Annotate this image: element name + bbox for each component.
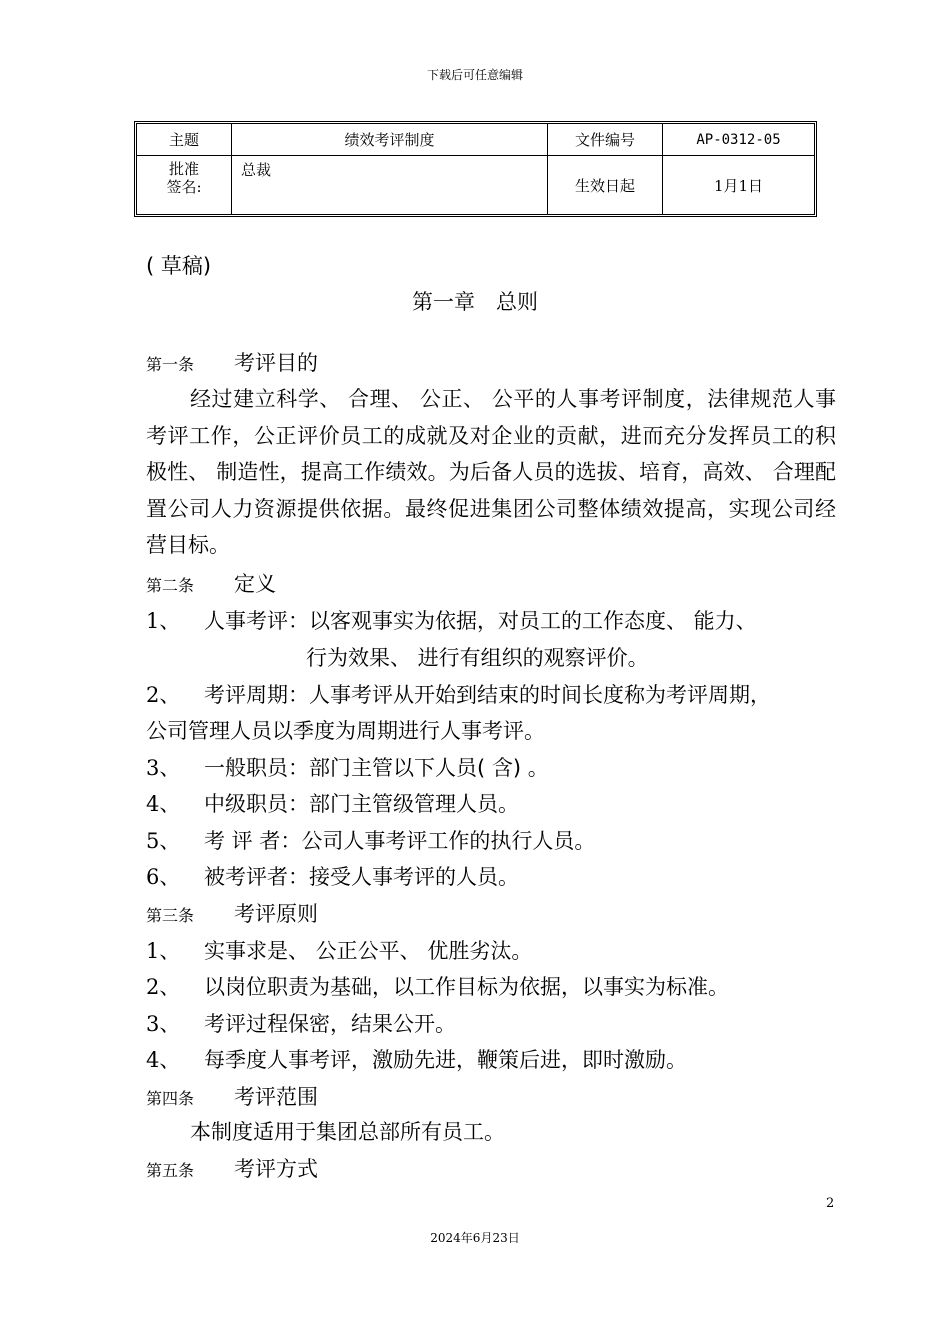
principle-item [146, 971, 729, 1001]
item-number: 2、 [146, 683, 181, 707]
definition-continuation: 公司管理人员以季度为周期进行人事考评。 [146, 719, 545, 743]
principle-item [146, 1008, 456, 1038]
doc-no-value: AP-0312-05 [696, 131, 781, 148]
item-text: 实事求是、 公正公平、 优胜劣汰。 [204, 939, 533, 963]
definition-item [146, 825, 595, 855]
article-number: 第四条 [146, 1089, 195, 1108]
approve-label-line2: 签名: [166, 178, 202, 196]
subject-value: 绩效考评制度 [344, 131, 435, 149]
definition-item [146, 788, 519, 818]
principle-item [146, 935, 532, 965]
page-number: 2 [826, 1196, 835, 1211]
effective-label: 生效日起 [574, 176, 635, 195]
article-number: 第三条 [146, 906, 195, 925]
article-title: 考评范围 [234, 1085, 318, 1109]
definition-item [146, 861, 519, 891]
definition-item [146, 605, 757, 635]
item-text: 考 评 者：公司人事考评工作的执行人员。 [204, 829, 596, 853]
article-heading [146, 568, 276, 598]
item-number: 1、 [146, 939, 181, 963]
article-title: 考评目的 [234, 351, 318, 375]
approve-value: 总裁 [241, 160, 272, 179]
doc-no-label: 文件编号 [574, 131, 635, 149]
article-number: 第五条 [146, 1161, 195, 1180]
document-info-table [134, 121, 817, 217]
article-title: 考评原则 [234, 902, 318, 926]
chapter-title: 第一章 总则 [412, 290, 538, 314]
item-number: 1、 [146, 609, 181, 633]
scope-paragraph: 本制度适用于集团总部所有员工。 [190, 1120, 505, 1144]
item-text: 考评周期：人事考评从开始到结束的时间长度称为考评周期， [204, 683, 771, 707]
item-text: 一般职员：部门主管以下人员( 含) 。 [204, 756, 549, 780]
definition-continuation: 行为效果、 进行有组织的观察评价。 [306, 646, 649, 670]
item-number: 3、 [146, 756, 181, 780]
item-number: 3、 [146, 1012, 181, 1036]
item-number: 5、 [146, 829, 181, 853]
item-text: 以岗位职责为基础，以工作目标为依据，以事实为标准。 [204, 975, 729, 999]
article-heading [146, 1153, 318, 1183]
article-title: 考评方式 [234, 1157, 318, 1181]
item-number: 2、 [146, 975, 181, 999]
definition-item [146, 752, 549, 782]
draft-label: ( 草稿) [146, 254, 212, 278]
footer-date: 2024年6月23日 [430, 1231, 520, 1245]
item-text: 中级职员：部门主管级管理人员。 [204, 792, 519, 816]
article-heading [146, 347, 318, 377]
article-heading [146, 898, 318, 928]
principle-item [146, 1044, 687, 1074]
item-number: 4、 [146, 792, 181, 816]
effective-value: 1月1日 [713, 176, 764, 195]
header-note: 下载后可任意编辑 [426, 68, 523, 82]
article-number: 第二条 [146, 576, 195, 595]
purpose-paragraph: 经过建立科学、 合理、 公正、 公平的人事考评制度，法律规范人事考评工作，公正评价员工的成就及对企业的贡献，进而充分发挥员工的积极性、 制造性，提高工作绩效。为后备人员的选拔、培育，高效、 合理配置公司人力资源提供依据。最终促进集团公司整体绩效提高，实现公司经营目标。 [146, 387, 836, 557]
subject-label: 主题 [168, 131, 199, 149]
article-title: 定义 [234, 572, 276, 596]
approve-label-line1: 批准 [168, 160, 199, 178]
item-text: 人事考评：以客观事实为依据，对员工的工作态度、 能力、 [204, 609, 757, 633]
approve-label [137, 156, 231, 214]
item-number: 4、 [146, 1048, 181, 1072]
definition-item [146, 679, 771, 709]
article-number: 第一条 [146, 355, 195, 374]
item-text: 每季度人事考评，激励先进，鞭策后进，即时激励。 [204, 1048, 687, 1072]
item-text: 被考评者：接受人事考评的人员。 [204, 865, 519, 889]
item-text: 考评过程保密，结果公开。 [204, 1012, 456, 1036]
article-heading [146, 1081, 318, 1111]
item-number: 6、 [146, 865, 181, 889]
